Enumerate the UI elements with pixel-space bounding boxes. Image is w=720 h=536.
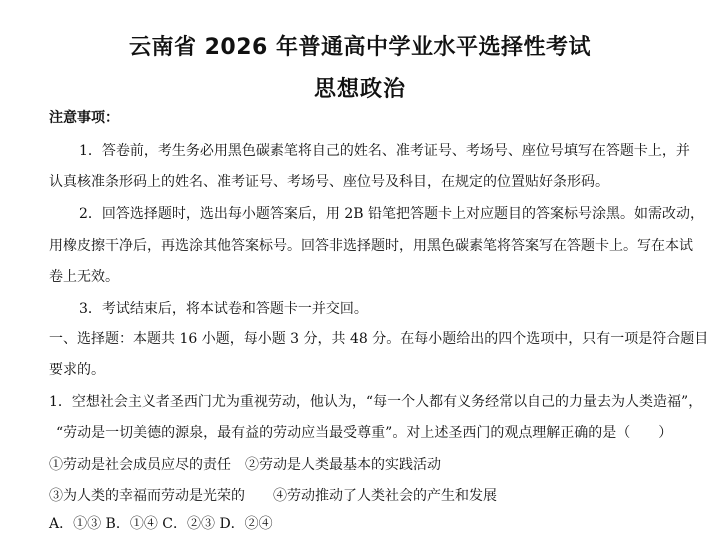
question-1-answer-choices: A．①③ B．①④ C．②③ D．②④	[49, 516, 273, 532]
question-1-stem-line-1: 1．空想社会主义者圣西门尤为重视劳动，他认为，“每一个人都有义务经常以自己的力量去为人类造福”，	[49, 394, 703, 410]
notice-item-2-line-2: 用橡皮擦干净后，再选涂其他答案标号。回答非选择题时，用黑色碳素笔将答案写在答题卡上。写在本试	[49, 238, 693, 254]
notice-item-1-line-1: 1．答卷前，考生务必用黑色碳素笔将自己的姓名、准考证号、考场号、座位号填写在答题卡上，并	[79, 143, 690, 159]
notice-item-3: 3．考试结束后，将本试卷和答题卡一并交回。	[79, 301, 368, 317]
section-1-intro-line-1: 一、选择题：本题共 16 小题，每小题 3 分，共 48 分。在每小题给出的四个选项中，只有一项是符合题目	[49, 331, 709, 347]
exam-title: 云南省 2026 年普通高中学业水平选择性考试	[128, 35, 592, 60]
notice-item-1-line-2: 认真核准条形码上的姓名、准考证号、考场号、座位号及科目，在规定的位置贴好条形码。	[49, 174, 609, 190]
notice-item-2-line-1: 2．回答选择题时，选出每小题答案后，用 2B 铅笔把答题卡上对应题目的答案标号涂黑。如需改动，	[79, 206, 705, 222]
question-1-stem-line-2: “劳动是一切美德的源泉，最有益的劳动应当最受尊重”。对上述圣西门的观点理解正确的是（ ）	[56, 425, 673, 441]
question-1-options-line-1: ①劳动是社会成员应尽的责任 ②劳动是人类最基本的实践活动	[49, 457, 441, 473]
subject-title: 思想政治	[313, 77, 406, 102]
question-1-options-line-2: ③为人类的幸福而劳动是光荣的 ④劳动推动了人类社会的产生和发展	[49, 488, 497, 504]
section-1-intro-line-2: 要求的。	[49, 362, 105, 378]
notice-heading: 注意事项：	[49, 110, 119, 126]
notice-item-2-line-3: 卷上无效。	[49, 269, 119, 285]
